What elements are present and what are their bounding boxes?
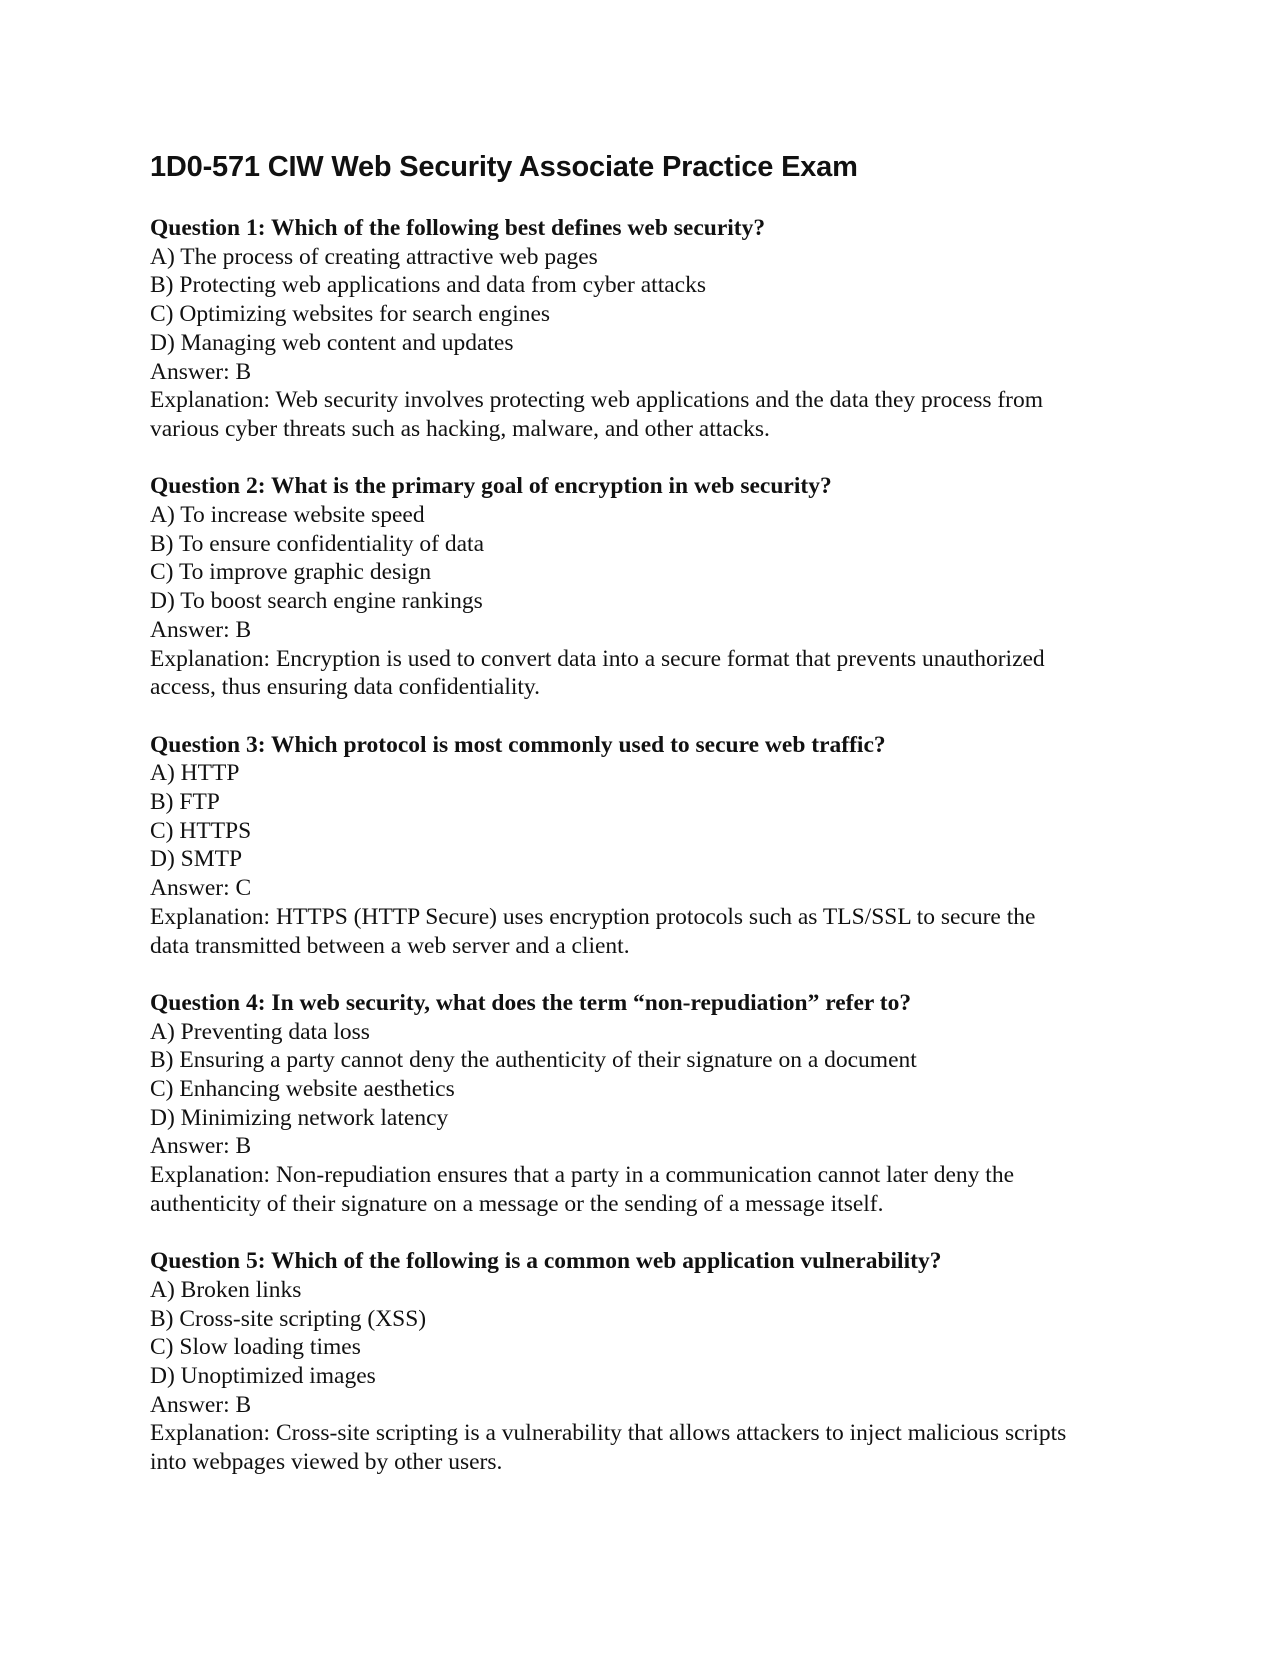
option-c: C) HTTPS xyxy=(150,817,252,844)
option-a: A) The process of creating attractive web pages xyxy=(150,243,598,270)
option-d: D) To boost search engine rankings xyxy=(150,588,483,615)
option-d: D) SMTP xyxy=(150,846,243,873)
question-block-1 xyxy=(150,214,1160,444)
question-text: Question 5: Which of the following is a common web application vulnerability? xyxy=(150,1248,942,1275)
option-b: B) To ensure confidentiality of data xyxy=(150,530,485,557)
option-c: C) To improve graphic design xyxy=(150,559,432,586)
option-c: C) Slow loading times xyxy=(150,1334,361,1361)
option-b: B) FTP xyxy=(150,789,220,816)
option-c: C) Optimizing websites for search engines xyxy=(150,301,551,328)
explanation-line: Explanation: HTTPS (HTTP Secure) uses encryption protocols such as TLS/SSL to secure the xyxy=(150,903,1036,930)
option-a: A) Broken links xyxy=(150,1276,302,1303)
question-text: Question 2: What is the primary goal of encryption in web security? xyxy=(150,473,832,500)
explanation-line: Explanation: Encryption is used to convert data into a secure format that prevents unauthorized xyxy=(150,645,1045,672)
option-b: B) Protecting web applications and data from cyber attacks xyxy=(150,272,706,299)
option-a: A) To increase website speed xyxy=(150,502,425,529)
explanation-line: data transmitted between a web server and a client. xyxy=(150,932,630,959)
explanation-line: Explanation: Web security involves protecting web applications and the data they process from xyxy=(150,387,1044,414)
question-text: Question 3: Which protocol is most commonly used to secure web traffic? xyxy=(150,731,886,758)
option-a: A) Preventing data loss xyxy=(150,1018,370,1045)
answer: Answer: B xyxy=(150,358,252,385)
explanation-line: authenticity of their signature on a message or the sending of a message itself. xyxy=(150,1190,884,1217)
document-page xyxy=(150,150,1160,1506)
answer: Answer: C xyxy=(150,875,252,902)
question-block-2 xyxy=(150,472,1160,702)
question-block-4 xyxy=(150,989,1160,1219)
question-block-3 xyxy=(150,731,1160,961)
explanation-line: various cyber threats such as hacking, malware, and other attacks. xyxy=(150,415,770,442)
question-text: Question 4: In web security, what does the term “non-repudiation” refer to? xyxy=(150,989,912,1016)
explanation-line: access, thus ensuring data confidentiality. xyxy=(150,674,541,701)
explanation-line: into webpages viewed by other users. xyxy=(150,1449,503,1476)
explanation-line: Explanation: Non-repudiation ensures that a party in a communication cannot later deny the xyxy=(150,1162,1015,1189)
option-a: A) HTTP xyxy=(150,760,240,787)
option-d: D) Unoptimized images xyxy=(150,1363,376,1390)
explanation-line: Explanation: Cross-site scripting is a vulnerability that allows attackers to inject malicious scripts xyxy=(150,1420,1067,1447)
option-b: B) Cross-site scripting (XSS) xyxy=(150,1305,427,1332)
answer: Answer: B xyxy=(150,1133,252,1160)
answer: Answer: B xyxy=(150,616,252,643)
answer: Answer: B xyxy=(150,1391,252,1418)
question-text: Question 1: Which of the following best defines web security? xyxy=(150,215,766,241)
option-d: D) Minimizing network latency xyxy=(150,1104,449,1131)
question-block-5 xyxy=(150,1247,1160,1477)
option-d: D) Managing web content and updates xyxy=(150,329,514,356)
option-b: B) Ensuring a party cannot deny the authenticity of their signature on a document xyxy=(150,1047,917,1074)
option-c: C) Enhancing website aesthetics xyxy=(150,1076,455,1103)
document-title: 1D0-571 CIW Web Security Associate Practice Exam xyxy=(150,151,858,183)
